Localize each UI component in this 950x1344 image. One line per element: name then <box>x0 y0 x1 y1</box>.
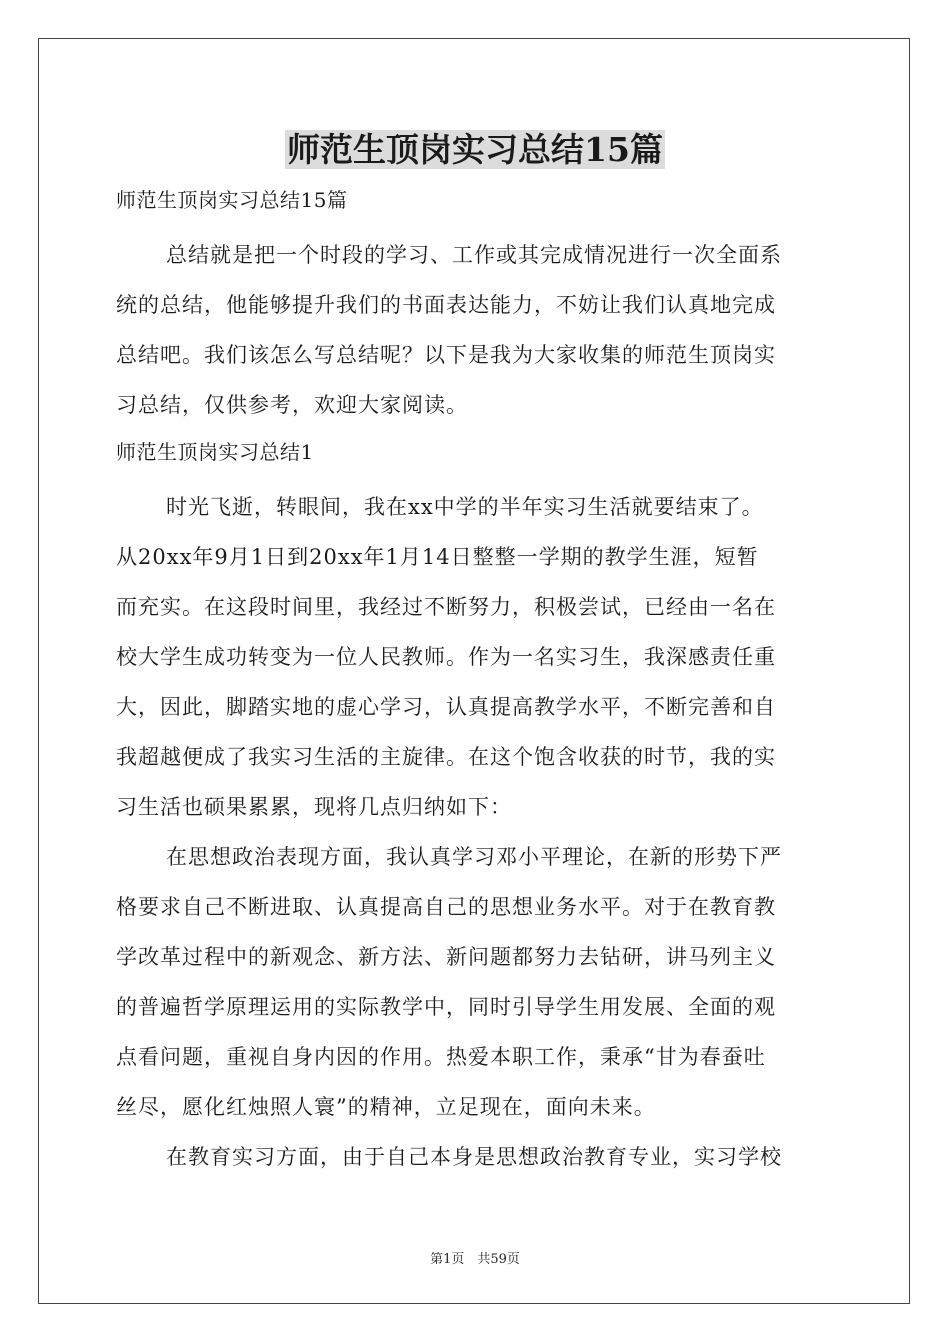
intro-paragraph <box>116 230 836 430</box>
paragraph-line: 我超越便成了我实习生活的主旋律。在这个饱含收获的时节，我的实 <box>116 745 776 769</box>
paragraph-line: 从20xx年9月1日到20xx年1月14日整整一学期的教学生涯，短暂 <box>116 545 759 569</box>
document-subtitle: 师范生顶岗实习总结15篇 <box>116 188 348 212</box>
document-title <box>0 128 950 172</box>
document-title-text: 师范生顶岗实习总结15篇 <box>287 130 663 169</box>
paragraph-line: 总结就是把一个时段的学习、工作或其完成情况进行一次全面系 <box>166 243 782 267</box>
paragraph-line: 统的总结，他能够提升我们的书面表达能力，不妨让我们认真地完成 <box>116 293 776 317</box>
paragraph-line: 在思想政治表现方面，我认真学习邓小平理论，在新的形势下严 <box>166 845 782 869</box>
paragraph-3 <box>116 1132 836 1182</box>
paragraph-line: 大，因此，脚踏实地的虚心学习，认真提高教学水平，不断完善和自 <box>116 695 776 719</box>
paragraph-line: 时光飞逝，转眼间，我在xx中学的半年实习生活就要结束了。 <box>166 495 764 519</box>
document-body <box>116 178 836 1182</box>
paragraph-line: 校大学生成功转变为一位人民教师。作为一名实习生，我深感责任重 <box>116 645 776 669</box>
paragraph-line: 习生活也硕果累累，现将几点归纳如下： <box>116 795 512 819</box>
paragraph-1 <box>116 482 836 832</box>
paragraph-line: 学改革过程中的新观念、新方法、新问题都努力去钻研，讲马列主义 <box>116 945 776 969</box>
paragraph-line: 丝尽，愿化红烛照人寰”的精神，立足现在，面向未来。 <box>116 1095 656 1119</box>
section-heading: 师范生顶岗实习总结1 <box>116 440 314 464</box>
page-number: 第1页 共59页 <box>430 1252 520 1267</box>
paragraph-line: 而充实。在这段时间里，我经过不断努力，积极尝试，已经由一名在 <box>116 595 776 619</box>
paragraph-2 <box>116 832 836 1132</box>
page-footer <box>0 1248 950 1267</box>
paragraph-line: 总结吧。我们该怎么写总结呢？以下是我为大家收集的师范生顶岗实 <box>116 343 776 367</box>
paragraph-line: 的普遍哲学原理运用的实际教学中，同时引导学生用发展、全面的观 <box>116 995 776 1019</box>
paragraph-line: 格要求自己不断进取、认真提高自己的思想业务水平。对于在教育教 <box>116 895 776 919</box>
paragraph-line: 点看问题，重视自身内因的作用。热爱本职工作，秉承“甘为春蚕吐 <box>116 1045 766 1069</box>
paragraph-line: 在教育实习方面，由于自己本身是思想政治教育专业，实习学校 <box>166 1145 782 1169</box>
paragraph-line: 习总结，仅供参考，欢迎大家阅读。 <box>116 393 468 417</box>
